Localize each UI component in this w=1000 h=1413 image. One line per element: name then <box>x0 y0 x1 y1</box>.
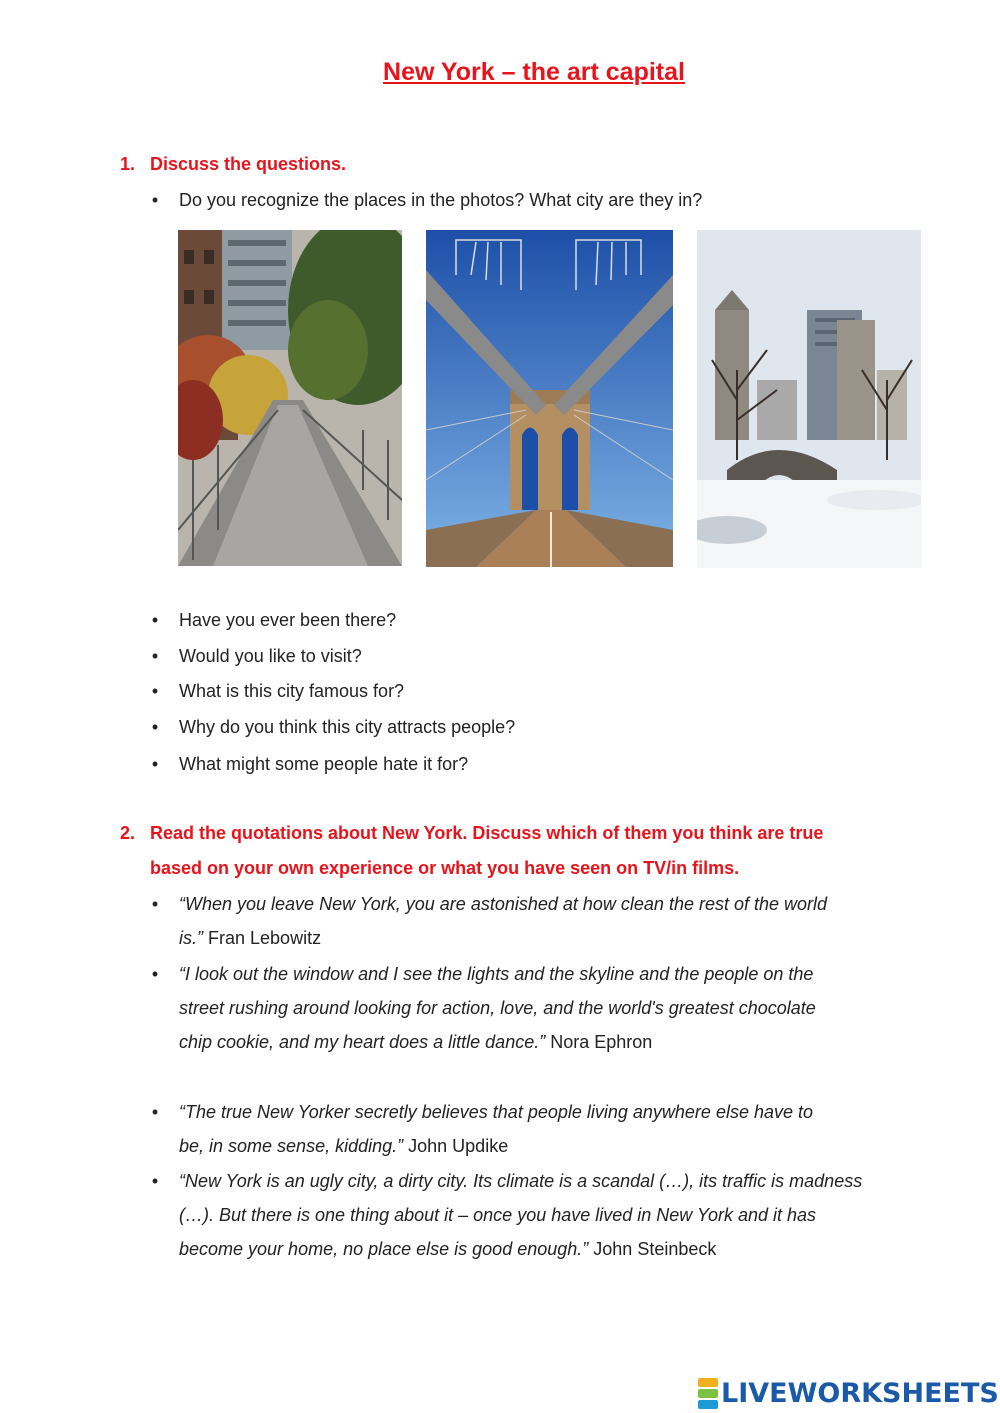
question-text: What might some people hate it for? <box>179 754 469 774</box>
quote-text: “When you leave New York, you are astonished at how clean the rest of the world is.” <box>179 894 828 948</box>
brooklyn-bridge-photo <box>426 230 673 567</box>
section1-heading <box>120 147 880 182</box>
bullet-icon: • <box>151 754 159 774</box>
section2-heading-text: Read the quotations about New York. Discuss which of them you think are true based on your own experience or what you have seen on TV/in films. <box>150 823 824 878</box>
bullet-icon: • <box>151 1171 159 1191</box>
bullet-icon: • <box>151 1102 159 1122</box>
section2-heading <box>120 816 880 886</box>
question-text: What is this city famous for? <box>179 681 405 701</box>
quote-text: “I look out the window and I see the lights and the skyline and the people on the street rushing around looking for action, love, and the world's greatest chocolate chip cookie, and my heart does a little dance.” <box>179 964 816 1052</box>
section1-number: 1. <box>120 154 136 174</box>
liveworksheets-logo[interactable] <box>698 1376 999 1410</box>
section2-number: 2. <box>120 823 136 843</box>
question-text: Have you ever been there? <box>179 610 397 630</box>
bullet-icon: • <box>151 610 159 630</box>
bullet-icon: • <box>151 681 159 701</box>
quote-author: Nora Ephron <box>550 1032 653 1052</box>
bullet-icon: • <box>151 190 159 210</box>
question-text: Why do you think this city attracts people? <box>179 717 516 737</box>
bullet-icon: • <box>151 964 159 984</box>
quote-author: John Steinbeck <box>593 1239 717 1259</box>
question-text: Do you recognize the places in the photos? What city are they in? <box>179 190 703 210</box>
question-text: Would you like to visit? <box>179 646 362 666</box>
quote-text: “The true New Yorker secretly believes that people living anywhere else have to be, in some sense, kidding.” <box>179 1102 814 1156</box>
logo-text: LIVEWORKSHEETS <box>721 1377 999 1409</box>
logo-icon <box>698 1377 718 1410</box>
bullet-icon: • <box>151 894 159 914</box>
high-line-walkway-photo <box>178 230 402 566</box>
bullet-icon: • <box>151 717 159 737</box>
quote-author: Fran Lebowitz <box>208 928 322 948</box>
central-park-winter-photo <box>697 230 921 568</box>
section1-heading-text: Discuss the questions. <box>150 154 347 174</box>
bullet-icon: • <box>151 646 159 666</box>
quote-text: “New York is an ugly city, a dirty city. Its climate is a scandal (…), its traffic is madness (…). But there is one thing about it – once you have lived in New York and it has become your home, no place else is good enough.” <box>179 1171 863 1259</box>
page-title: New York – the art capital <box>383 58 685 86</box>
quote-author: John Updike <box>408 1136 509 1156</box>
